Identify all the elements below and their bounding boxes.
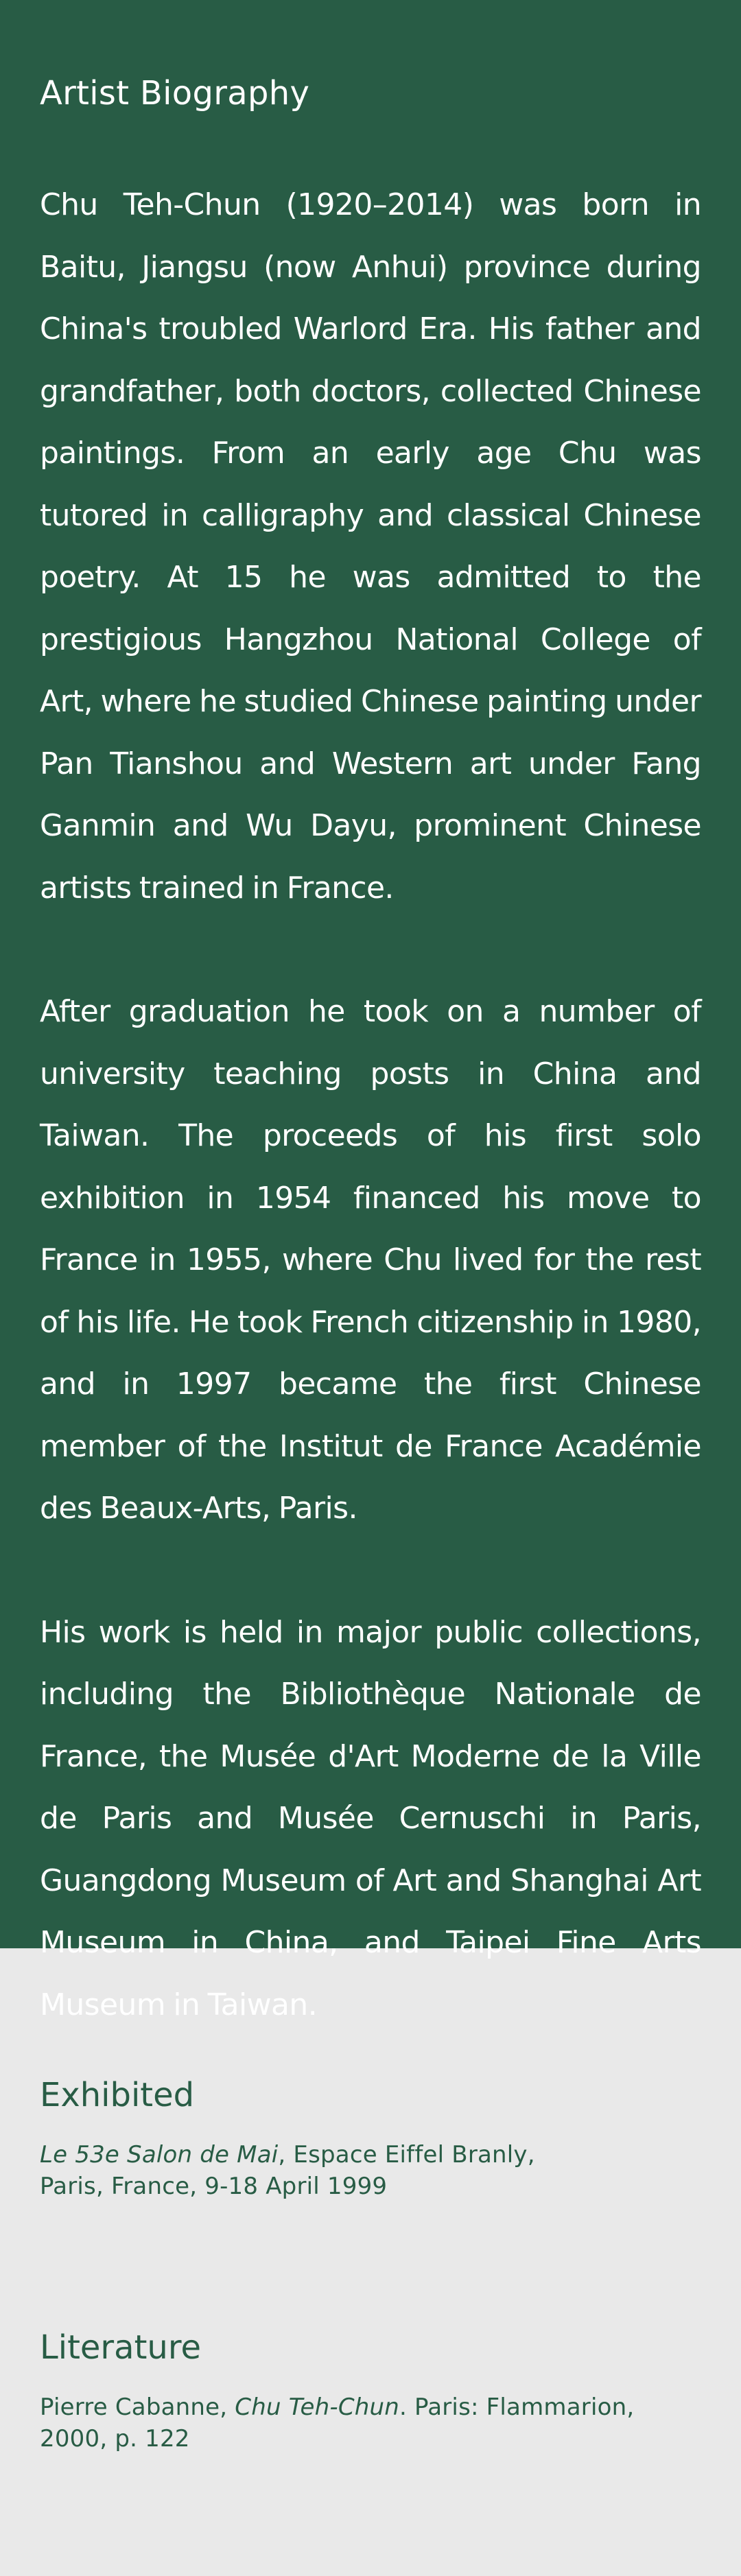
artwork-details-section xyxy=(0,1948,741,2455)
exhibition-venue: , Espace Eiffel Branly, xyxy=(278,2141,535,2169)
literature-author: Pierre Cabanne, xyxy=(40,2394,235,2421)
biography-paragraph-3: His work is held in major public collections, including the Bibliothèque Nationale de France, the Musée d'Art Moderne de la Ville de Paris and Musée Cernuschi in Paris, Guangdong Museum of Art and Shanghai Art Museum in China, and Taipei Fine Arts Museum in Taiwan. xyxy=(40,1614,701,2022)
exhibited-heading: Exhibited xyxy=(40,2076,195,2114)
literature-year-page: 2000, p. 122 xyxy=(40,2425,190,2453)
exhibition-location-date: Paris, France, 9-18 April 1999 xyxy=(40,2173,388,2200)
literature-publisher: . Paris: Flammarion, xyxy=(399,2394,635,2421)
biography-paragraph-1: Chu Teh-Chun (1920–2014) was born in Baitu, Jiangsu (now Anhui) province during China's troubled Warlord Era. His father and grandfather, both doctors, collected Chinese paintings. From an early age Chu was tutored in calligraphy and classical Chinese poetry. At 15 he was admitted to the prestigious Hangzhou National College of Art, where he studied Chinese painting under Pan Tianshou and Western art under Fang Ganmin and Wu Dayu, prominent Chinese artists trained in France. xyxy=(40,187,701,906)
exhibited-entry xyxy=(40,2139,701,2202)
literature-heading: Literature xyxy=(40,2328,202,2367)
literature-block xyxy=(40,2202,701,2455)
biography-paragraph-2: After graduation he took on a number of university teaching posts in China and Taiwan. The proceeds of his first solo exhibition in 1954 financed his move to France in 1955, where Chu lived for the rest of his life. He took French citizenship in 1980, and in 1997 became the first Chinese member of the Institut de France Académie des Beaux-Arts, Paris. xyxy=(40,994,701,1526)
literature-entry xyxy=(40,2391,701,2455)
biography-body xyxy=(40,174,701,2036)
exhibition-title: Le 53e Salon de Mai xyxy=(40,2141,279,2169)
exhibited-block xyxy=(40,1948,701,2202)
biography-title: Artist Biography xyxy=(40,74,310,113)
literature-book-title: Chu Teh-Chun xyxy=(235,2394,400,2421)
